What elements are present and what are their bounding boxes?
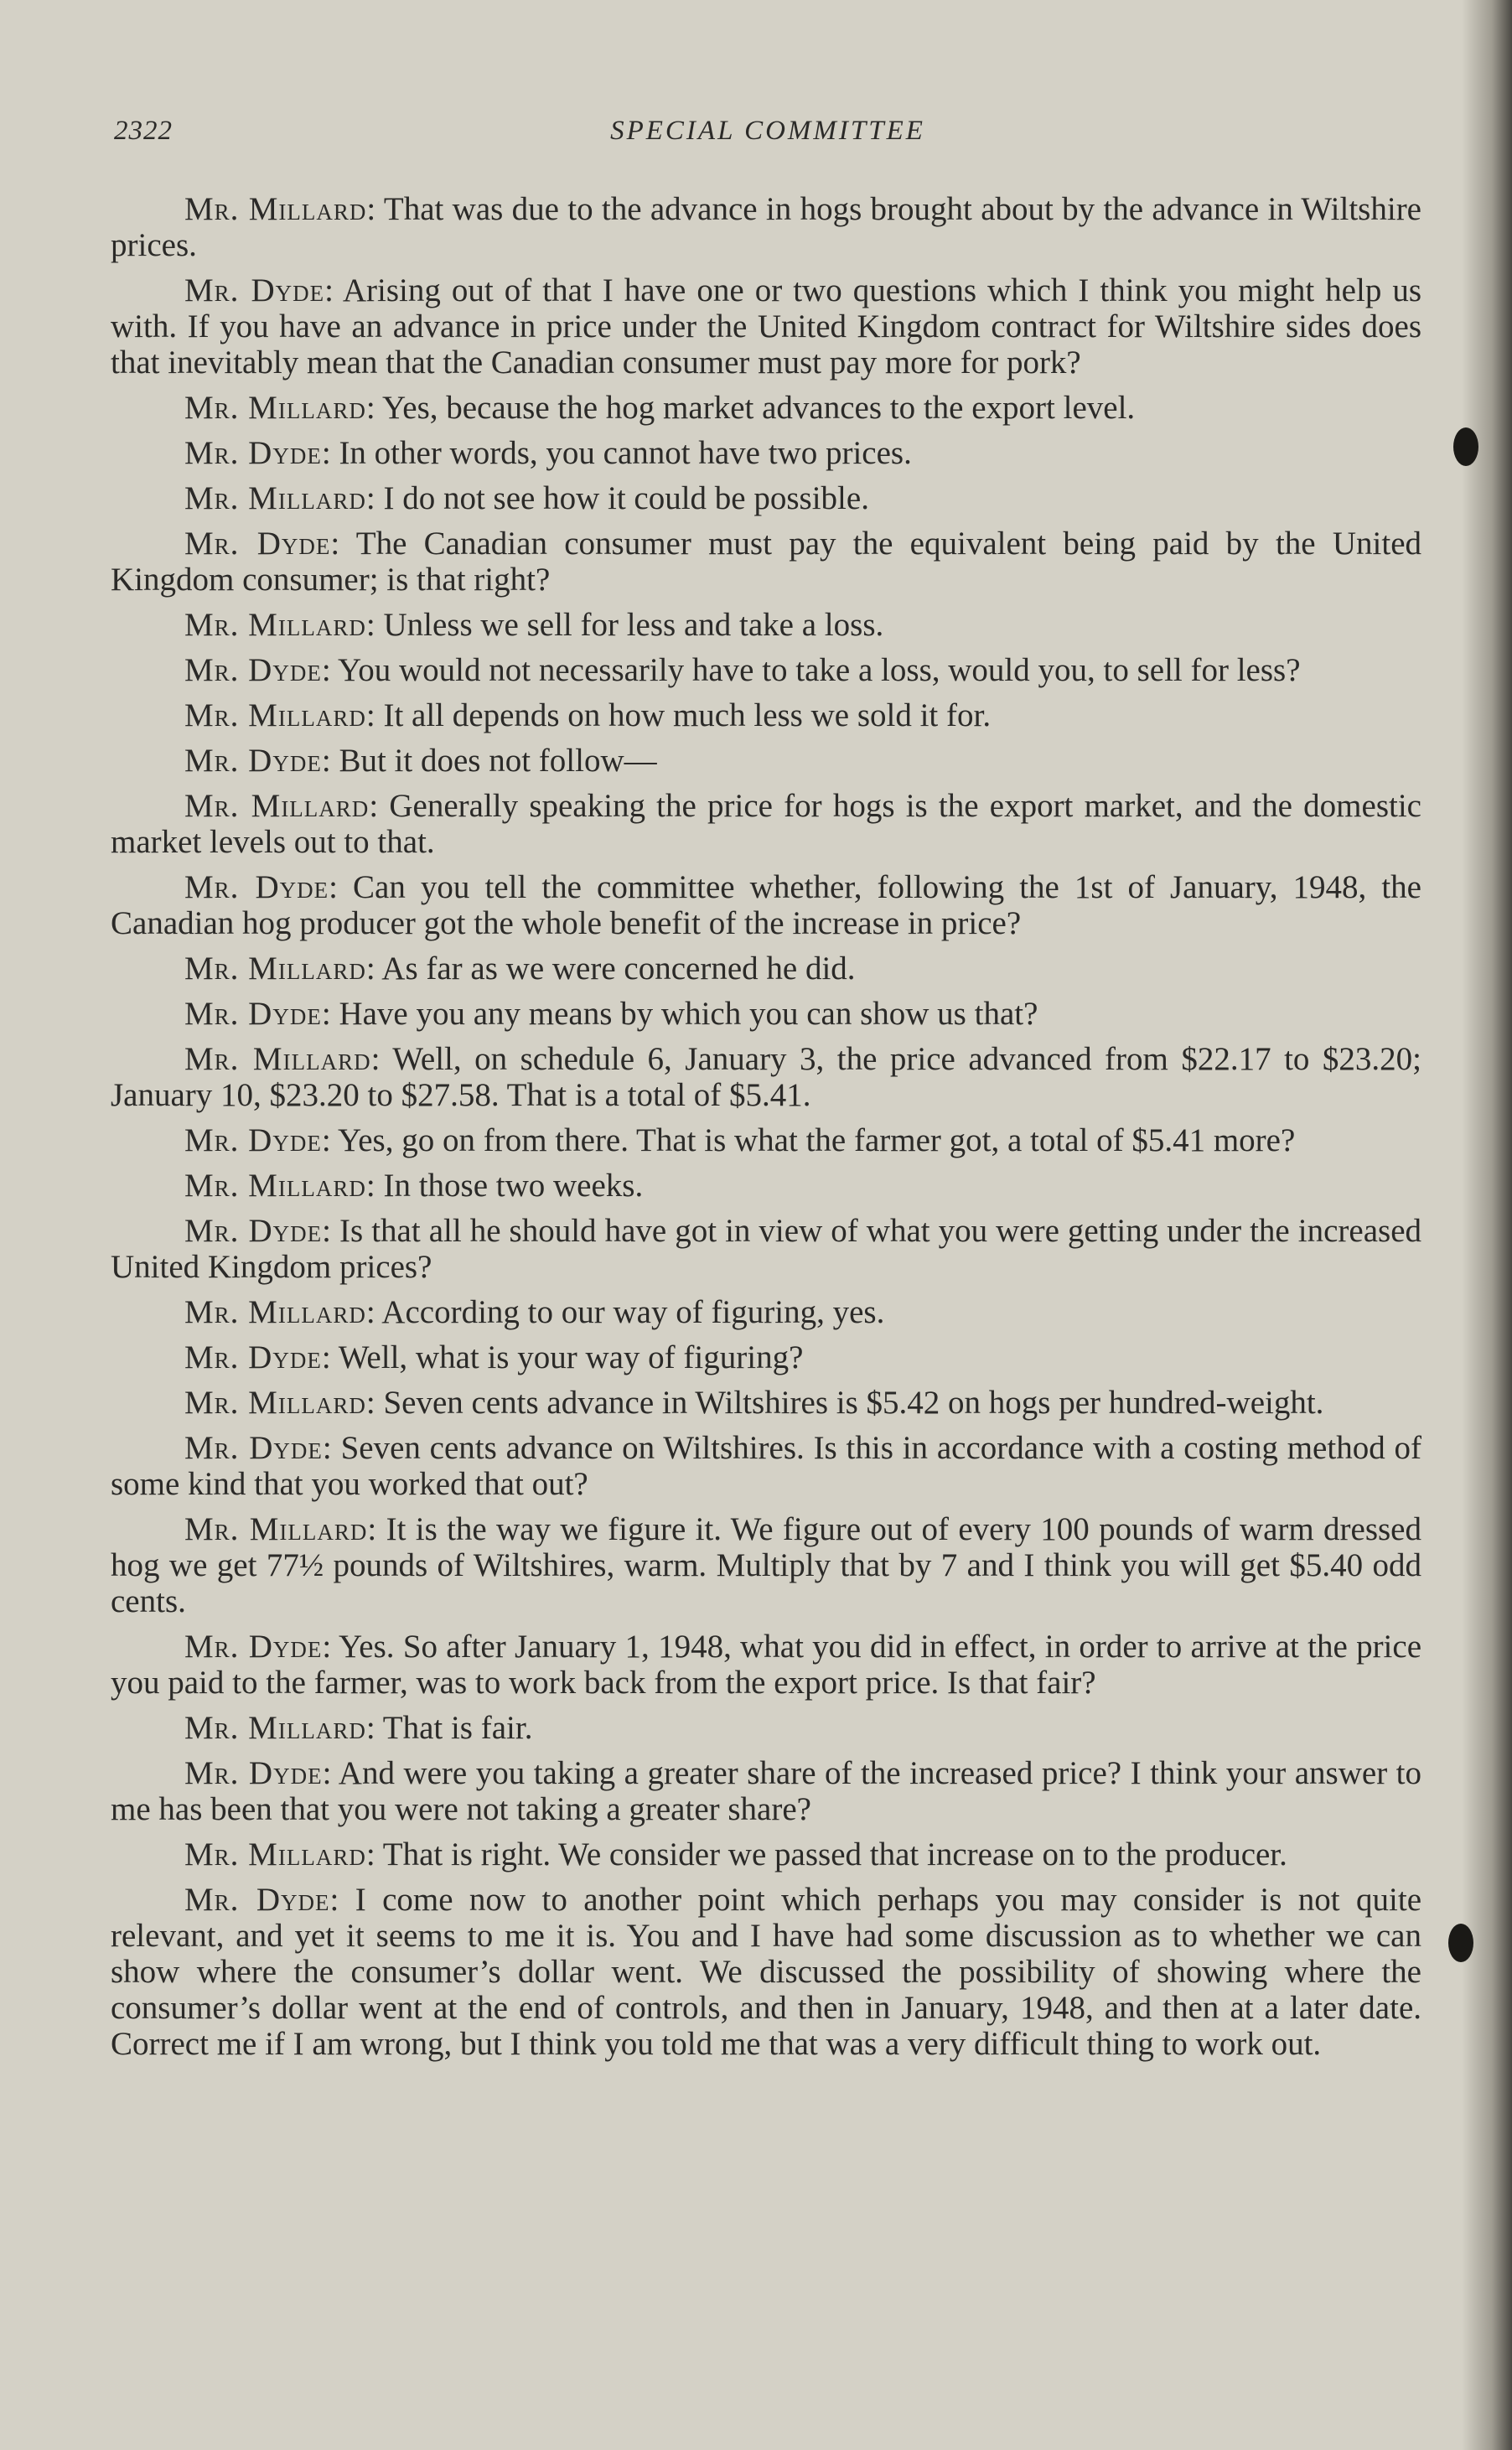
transcript-paragraph: Mr. Dyde: Seven cents advance on Wiltshires. Is this in accordance with a costing method of some kind that you worked that out? — [111, 1430, 1421, 1502]
transcript-paragraph: Mr. Millard: That is fair. — [184, 1710, 533, 1746]
transcript-paragraph: Mr. Dyde: In other words, you cannot have two prices. — [184, 435, 912, 471]
speaker-name: Mr. Millard — [184, 950, 366, 987]
speech-text: Yes. So after January 1, 1948, what you did in effect, in order to arrive at the price you paid to the farmer, was to work back from the export price. Is that fair? — [111, 1629, 1422, 1701]
speaker-name: Mr. Millard — [184, 1511, 368, 1547]
transcript-paragraph: Mr. Dyde: Can you tell the committee whether, following the 1st of January, 1948, the Canadian hog producer got the whole benefit of the increase in price? — [111, 869, 1421, 941]
binding-hole-lower — [1448, 1924, 1473, 1962]
speaker-name: Mr. Dyde — [184, 1430, 323, 1466]
transcript-paragraph: Mr. Dyde: But it does not follow— — [184, 743, 657, 779]
transcript-paragraph: Mr. Millard: That was due to the advance in hogs brought about by the advance in Wiltshire prices. — [111, 191, 1421, 263]
speech-text: Generally speaking the price for hogs is the export market, and the domestic market levels out to that. — [111, 788, 1421, 860]
speaker-name: Mr. Millard — [184, 1041, 371, 1077]
speaker-name: Mr. Dyde — [184, 743, 322, 779]
transcript-paragraph: Mr. Millard: Seven cents advance in Wiltshires is $5.42 on hogs per hundred-weight. — [184, 1385, 1324, 1421]
speaker-name: Mr. Dyde — [184, 435, 322, 471]
page-number: 2322 — [114, 116, 173, 146]
speaker-name: Mr. Dyde — [184, 526, 331, 562]
speech-text: Well, what is your way of figuring? — [338, 1339, 804, 1375]
transcript-paragraph: Mr. Millard: It all depends on how much less we sold it for. — [184, 697, 992, 733]
transcript-paragraph: Mr. Dyde: Arising out of that I have one or two questions which I think you might help us with. If you have an advance in price under the United Kingdom contract for Wiltshire sides does that inevitably mean that the Canadian consumer must pay more for pork? — [111, 272, 1422, 381]
transcript-paragraph: Mr. Millard: Well, on schedule 6, January 3, the price advanced from $22.17 to $23.20; January 10, $23.20 to $27.58. That is a total of $5.41. — [111, 1041, 1421, 1113]
speaker-name: Mr. Millard — [184, 1836, 366, 1872]
speaker-name: Mr. Millard — [184, 1294, 366, 1330]
speech-text: And were you taking a greater share of the increased price? I think your answer to me has been that you were not taking a greater share? — [111, 1755, 1422, 1827]
speech-text: Can you tell the committee whether, following the 1st of January, 1948, the Canadian hog producer got the whole benefit of the increase in price? — [111, 869, 1421, 941]
binding-hole-upper — [1453, 427, 1478, 466]
speech-text: Yes, go on from there. That is what the farmer got, a total of $5.41 more? — [337, 1122, 1296, 1158]
speaker-name: Mr. Millard — [184, 390, 366, 426]
transcript-paragraph: Mr. Dyde: The Canadian consumer must pay the equivalent being paid by the United Kingdom consumer; is that right? — [111, 526, 1422, 598]
transcript-paragraph: Mr. Millard: As far as we were concerned he did. — [184, 950, 856, 987]
transcript-paragraph: Mr. Dyde: And were you taking a greater share of the increased price? I think your answer to me has been that you were not taking a greater share? — [111, 1755, 1422, 1827]
speaker-name: Mr. Dyde — [184, 1755, 323, 1791]
speech-text: Arising out of that I have one or two questions which I think you might help us with. If you have an advance in price under the United Kingdom contract for Wiltshire sides does that inevitably mean that the Canadian consumer must pay more for pork? — [111, 272, 1422, 381]
transcript-body — [111, 191, 1421, 2071]
speech-text: The Canadian consumer must pay the equivalent being paid by the United Kingdom consumer; is that right? — [111, 526, 1422, 598]
transcript-paragraph: Mr. Dyde: Yes, go on from there. That is what the farmer got, a total of $5.41 more? — [184, 1122, 1296, 1158]
speaker-name: Mr. Dyde — [184, 996, 322, 1032]
transcript-paragraph: Mr. Dyde: You would not necessarily have to take a loss, would you, to sell for less? — [184, 652, 1301, 688]
speaker-name: Mr. Dyde — [184, 1339, 322, 1375]
transcript-paragraph: Mr. Millard: That is right. We consider we passed that increase on to the producer. — [184, 1836, 1287, 1872]
speech-text: It all depends on how much less we sold it for. — [383, 697, 992, 733]
speech-text: In other words, you cannot have two prices. — [339, 435, 912, 471]
speech-text: But it does not follow— — [339, 743, 657, 779]
transcript-paragraph: Mr. Dyde: Well, what is your way of figuring? — [184, 1339, 804, 1375]
speech-text: Unless we sell for less and take a loss. — [383, 607, 884, 643]
running-head: SPECIAL COMMITTEE — [610, 116, 925, 146]
speech-text: Seven cents advance in Wiltshires is $5.42 on hogs per hundred-weight. — [383, 1385, 1324, 1421]
transcript-paragraph: Mr. Millard: Yes, because the hog market advances to the export level. — [184, 390, 1136, 426]
speech-text: As far as we were concerned he did. — [381, 950, 856, 987]
speech-text: In those two weeks. — [383, 1168, 644, 1204]
speaker-name: Mr. Millard — [184, 191, 367, 227]
transcript-paragraph: Mr. Millard: Generally speaking the price for hogs is the export market, and the domestic market levels out to that. — [111, 788, 1421, 860]
speech-text: According to our way of figuring, yes. — [381, 1294, 885, 1330]
transcript-paragraph: Mr. Millard: In those two weeks. — [184, 1168, 644, 1204]
speaker-name: Mr. Dyde — [184, 652, 322, 688]
speech-text: Seven cents advance on Wiltshires. Is this in accordance with a costing method of some kind that you worked that out? — [111, 1430, 1421, 1502]
speech-text: I do not see how it could be possible. — [383, 480, 869, 516]
speaker-name: Mr. Millard — [184, 1710, 366, 1746]
speaker-name: Mr. Millard — [184, 788, 370, 824]
speech-text: Is that all he should have got in view of what you were getting under the increased United Kingdom prices? — [111, 1213, 1422, 1285]
speech-text: That is right. We consider we passed that increase on to the producer. — [382, 1836, 1287, 1872]
speech-text: Yes, because the hog market advances to the export level. — [382, 390, 1136, 426]
page-edge-shadow — [1462, 0, 1512, 2450]
speech-text: Well, on schedule 6, January 3, the price advanced from $22.17 to $23.20; January 10, $23.20 to $27.58. That is a total of $5.41. — [111, 1041, 1421, 1113]
speech-text: I come now to another point which perhaps you may consider is not quite relevant, and yet it seems to me it is. You and I have had some discussion as to whether we can show where the consumer’s dollar went. We discussed the possibility of showing where the consumer’s dollar went at the end of controls, and then in January, 1948, and then at a later date. Correct me if I am wrong, but I think you told me that was a very difficult thing to work out. — [111, 1882, 1422, 2062]
speaker-name: Mr. Dyde — [184, 272, 325, 308]
speaker-name: Mr. Millard — [184, 697, 366, 733]
transcript-paragraph: Mr. Dyde: Yes. So after January 1, 1948, what you did in effect, in order to arrive at the price you paid to the farmer, was to work back from the export price. Is that fair? — [111, 1629, 1422, 1701]
speaker-name: Mr. Millard — [184, 607, 366, 643]
speaker-name: Mr. Dyde — [184, 1882, 330, 1918]
transcript-paragraph: Mr. Millard: I do not see how it could be possible. — [184, 480, 869, 516]
speech-text: That is fair. — [382, 1710, 533, 1746]
transcript-paragraph: Mr. Dyde: Have you any means by which you can show us that? — [184, 996, 1038, 1032]
transcript-paragraph: Mr. Millard: According to our way of figuring, yes. — [184, 1294, 885, 1330]
speaker-name: Mr. Dyde — [184, 869, 329, 905]
page-header — [114, 116, 1421, 158]
transcript-paragraph: Mr. Millard: Unless we sell for less and take a loss. — [184, 607, 884, 643]
transcript-paragraph: Mr. Dyde: Is that all he should have got in view of what you were getting under the increased United Kingdom prices? — [111, 1213, 1422, 1285]
transcript-paragraph: Mr. Millard: It is the way we figure it. We figure out of every 100 pounds of warm dressed hog we get 77½ pounds of Wiltshires, warm. Multiply that by 7 and I think you will get $5.40 odd cents. — [111, 1511, 1421, 1619]
speech-text: That was due to the advance in hogs brought about by the advance in Wiltshire prices. — [111, 191, 1421, 263]
speaker-name: Mr. Millard — [184, 1385, 366, 1421]
speaker-name: Mr. Dyde — [184, 1213, 323, 1249]
speaker-name: Mr. Millard — [184, 1168, 366, 1204]
speaker-name: Mr. Dyde — [184, 1629, 323, 1665]
speech-text: You would not necessarily have to take a loss, would you, to sell for less? — [337, 652, 1301, 688]
speech-text: Have you any means by which you can show us that? — [339, 996, 1038, 1032]
transcript-paragraph: Mr. Dyde: I come now to another point which perhaps you may consider is not quite relevant, and yet it seems to me it is. You and I have had some discussion as to whether we can show where the consumer’s dollar went. We discussed the possibility of showing where the consumer’s dollar went at the end of controls, and then in January, 1948, and then at a later date. Correct me if I am wrong, but I think you told me that was a very difficult thing to work out. — [111, 1882, 1422, 2062]
speaker-name: Mr. Millard — [184, 480, 366, 516]
speech-text: It is the way we figure it. We figure out of every 100 pounds of warm dressed hog we get 77½ pounds of Wiltshires, warm. Multiply that by 7 and I think you will get $5.40 odd cents. — [111, 1511, 1421, 1619]
speaker-name: Mr. Dyde — [184, 1122, 322, 1158]
